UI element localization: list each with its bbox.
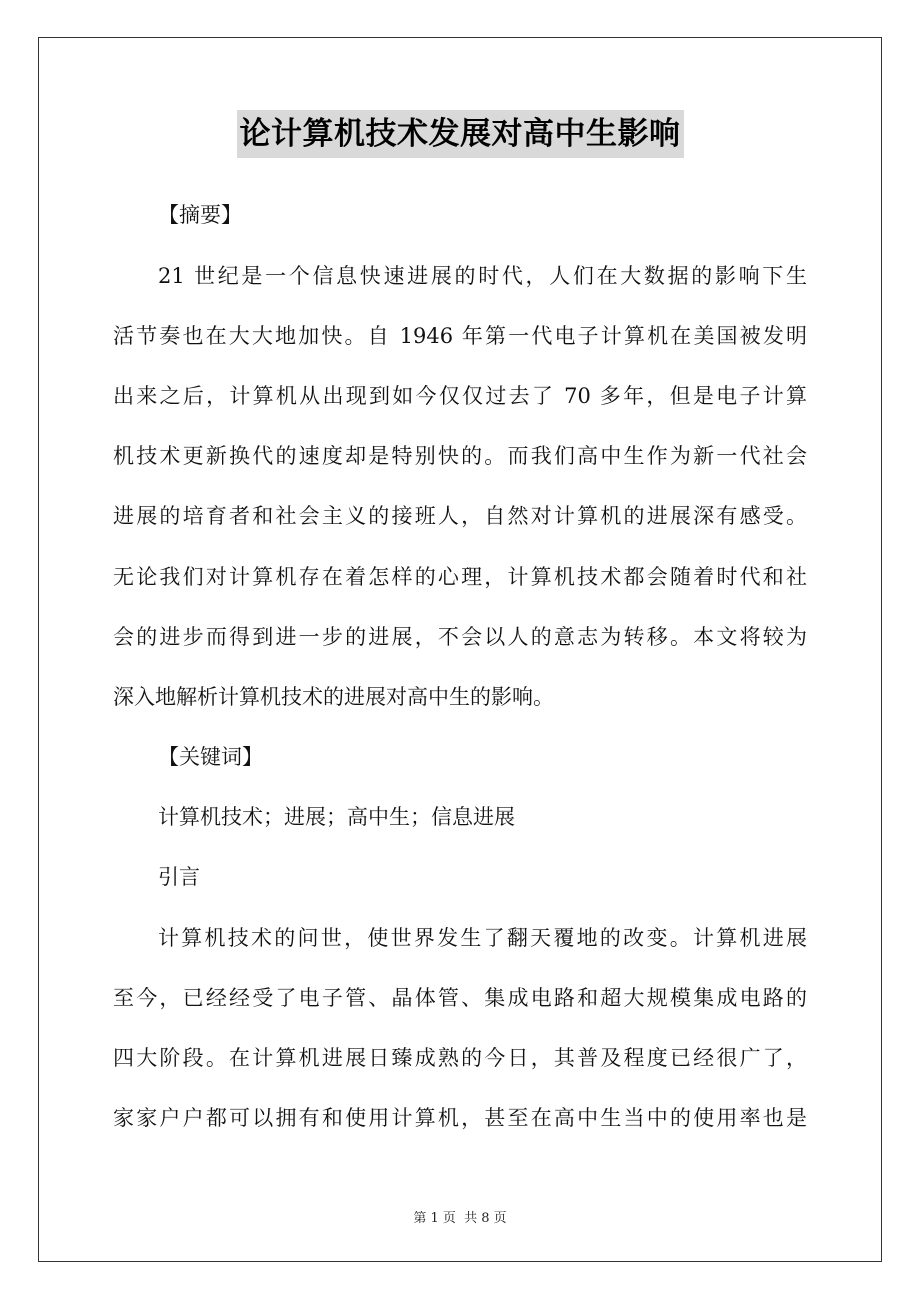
abstract-line-4: 机技术更新换代的速度却是特别快的。而我们高中生作为新一代社会 bbox=[113, 444, 807, 468]
keywords-heading: 【关键词】 bbox=[158, 745, 263, 769]
abstract-heading: 【摘要】 bbox=[158, 203, 242, 227]
intro-heading: 引言 bbox=[158, 865, 200, 889]
document-title: 论计算机技术发展对高中生影响 bbox=[237, 110, 684, 158]
abstract-line-5: 进展的培育者和社会主义的接班人，自然对计算机的进展深有感受。 bbox=[113, 504, 807, 528]
keywords-text: 计算机技术；进展；高中生；信息进展 bbox=[158, 805, 515, 829]
intro-line-4: 家家户户都可以拥有和使用计算机，甚至在高中生当中的使用率也是 bbox=[113, 1106, 807, 1130]
title-wrap bbox=[0, 110, 920, 158]
page-number-total: 共 8 页 bbox=[464, 1211, 507, 1226]
abstract-line-8: 深入地解析计算机技术的进展对高中生的影响。 bbox=[113, 685, 554, 709]
abstract-line-7: 会的进步而得到进一步的进展，不会以人的意志为转移。本文将较为 bbox=[113, 625, 807, 649]
page-number-current: 第 1 页 bbox=[413, 1211, 456, 1226]
page-footer bbox=[0, 1207, 920, 1226]
abstract-line-3: 出来之后，计算机从出现到如今仅仅过去了 70 多年，但是电子计算 bbox=[113, 384, 807, 408]
intro-line-1: 计算机技术的问世，使世界发生了翻天覆地的改变。计算机进展 bbox=[158, 926, 807, 950]
intro-line-2: 至今，已经经受了电子管、晶体管、集成电路和超大规模集成电路的 bbox=[113, 986, 807, 1010]
intro-line-3: 四大阶段。在计算机进展日臻成熟的今日，其普及程度已经很广了， bbox=[113, 1046, 807, 1070]
abstract-line-6: 无论我们对计算机存在着怎样的心理，计算机技术都会随着时代和社 bbox=[113, 565, 807, 589]
abstract-line-1: 21 世纪是一个信息快速进展的时代，人们在大数据的影响下生 bbox=[158, 264, 807, 288]
abstract-line-2: 活节奏也在大大地加快。自 1946 年第一代电子计算机在美国被发明 bbox=[113, 324, 807, 348]
